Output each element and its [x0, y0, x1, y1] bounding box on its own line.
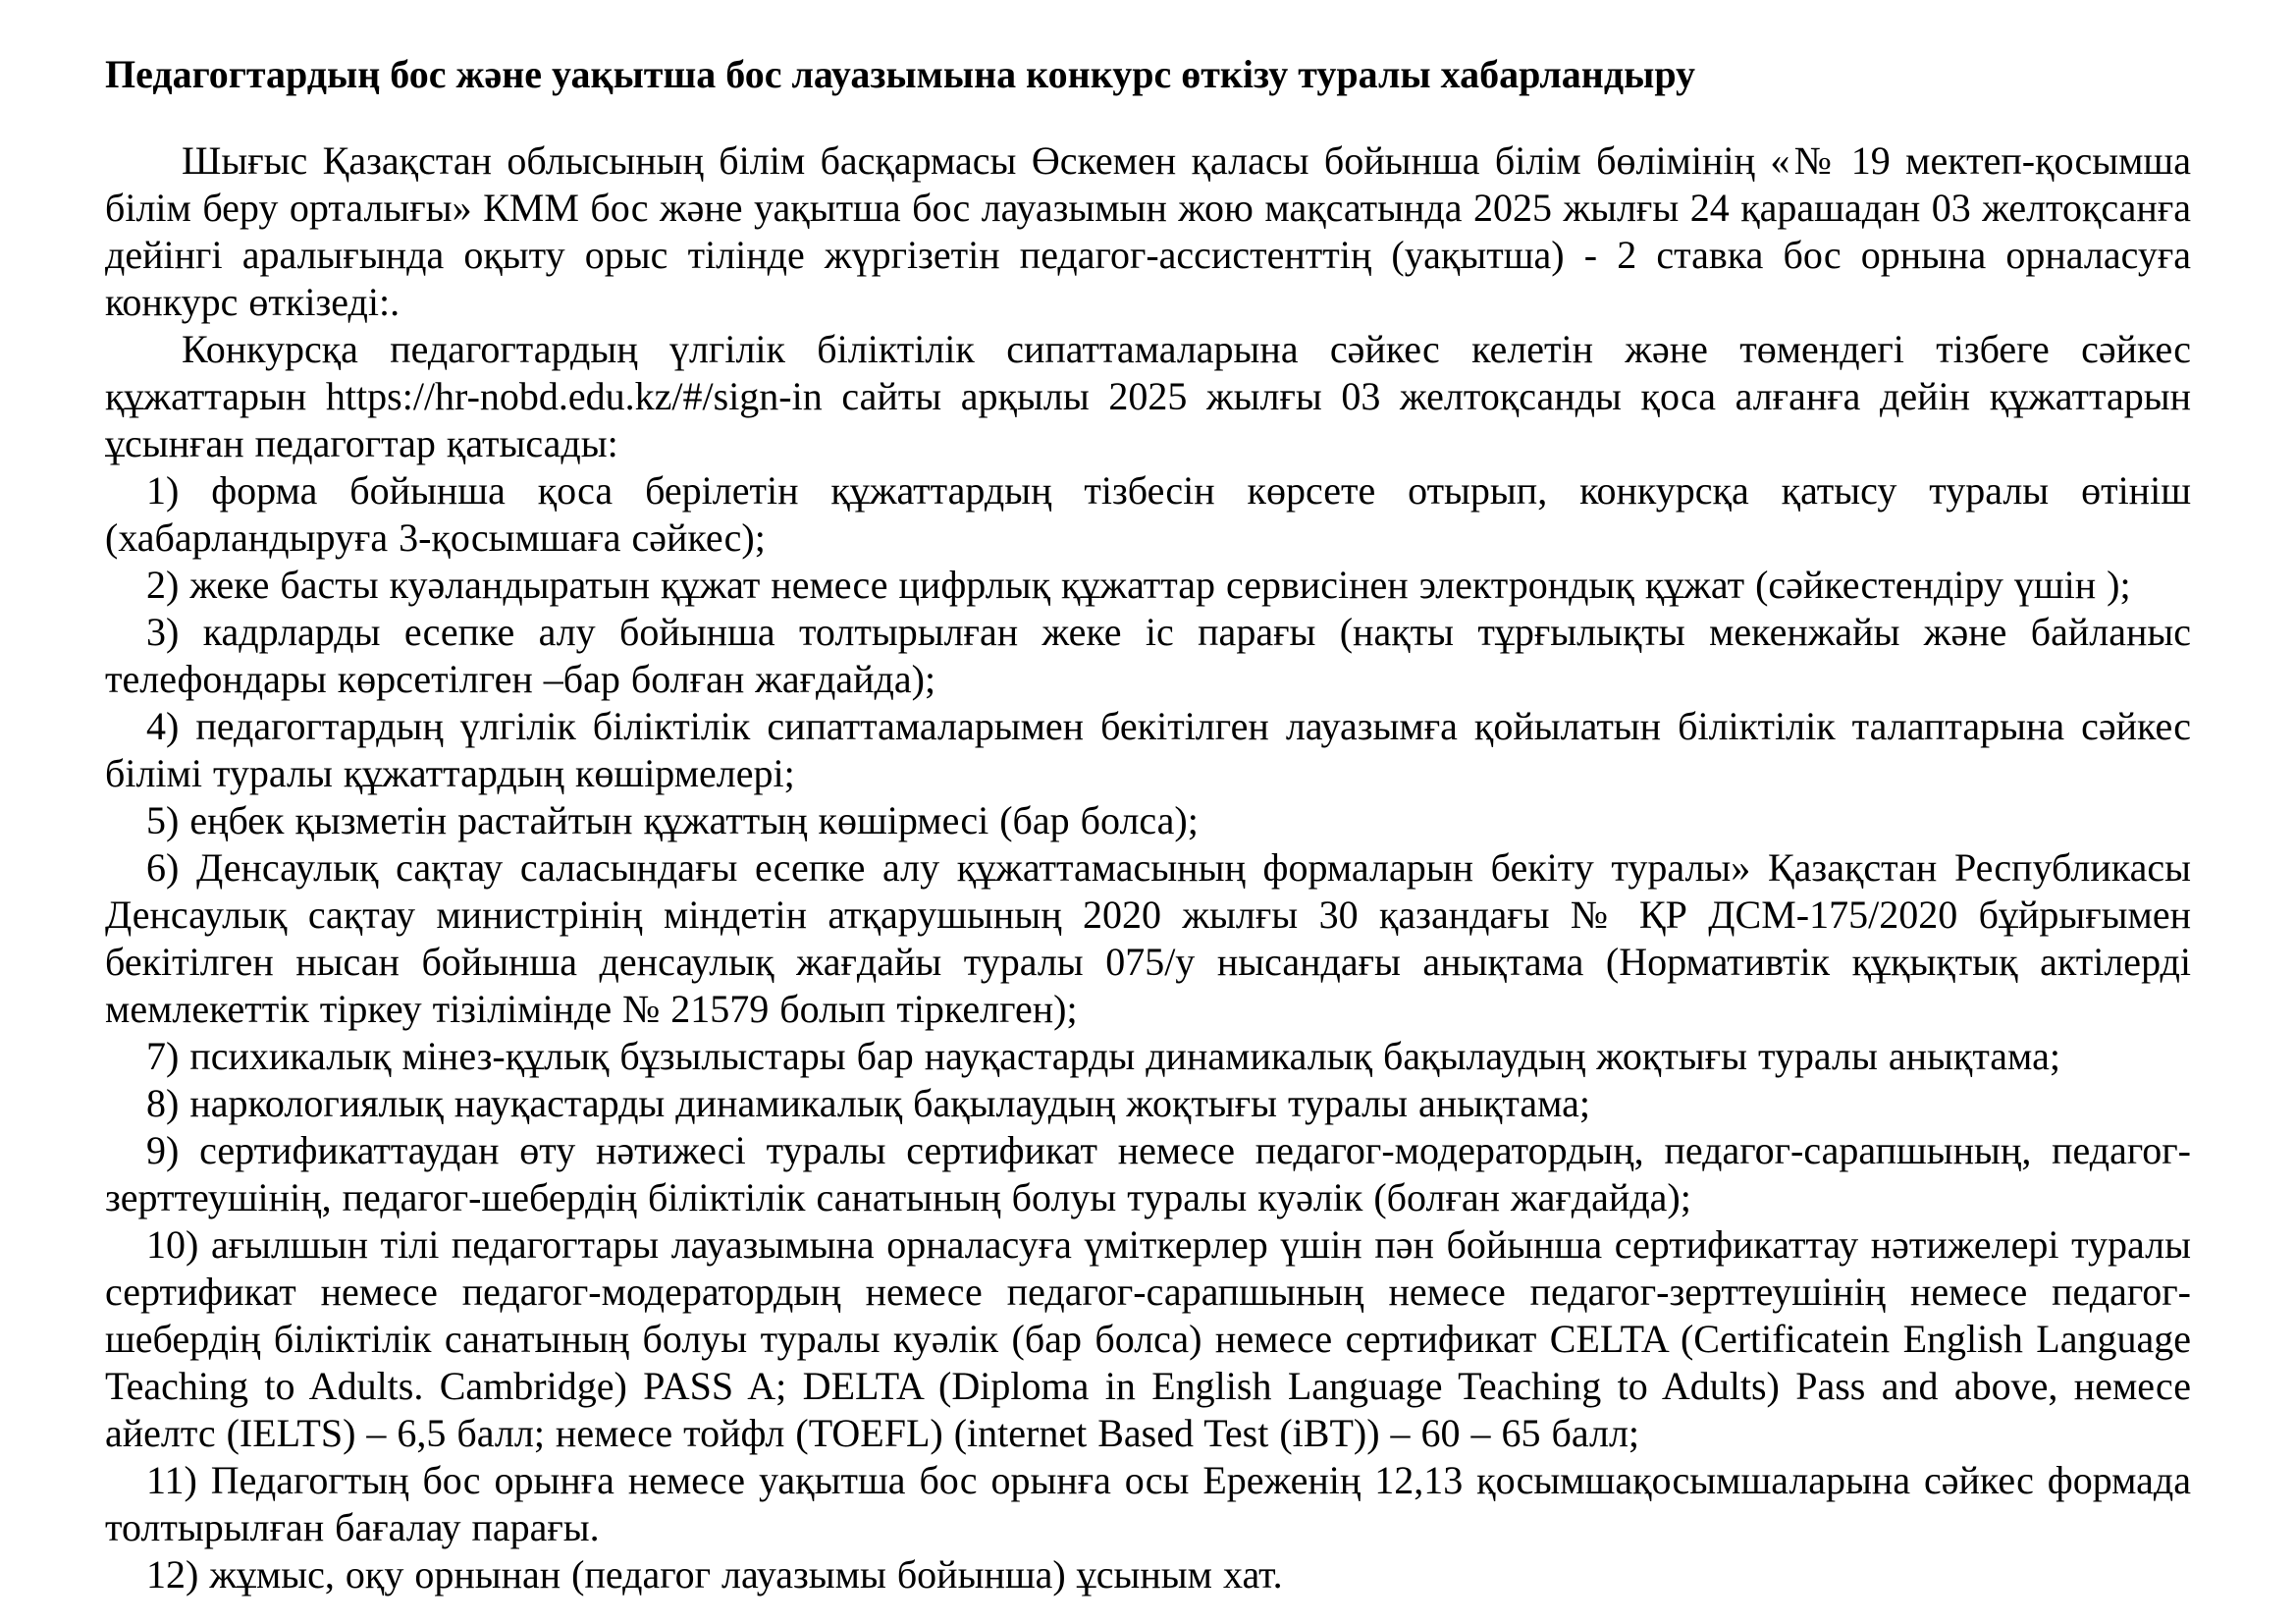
list-item-9: 9) сертификаттаудан өту нәтижесі туралы сертификат немесе педагог-модератордың, педагог-сарапшының, педагог-зерттеушінің, педагог-шебердің біліктілік санатының болуы туралы куәлік (болған жағдайда); — [105, 1128, 2191, 1219]
list-item-4: 4) педагогтардың үлгілік біліктілік сипаттамаларымен бекітілген лауазымға қойылатын біліктілік талаптарына сәйкес білімі туралы құжаттардың көшірмелері; — [105, 704, 2191, 795]
list-item-7: 7) психикалық мінез-құлық бұзылыстары бар науқастарды динамикалық бақылаудың жоқтығы туралы анықтама; — [146, 1034, 2060, 1078]
paragraph-intro-1: Шығыс Қазақстан облысының білім басқармасы Өскемен қаласы бойынша білім бөлімінің «№ 19 мектеп-қосымша білім беру орталығы» КММ бос және уақытша бос лауазымын жою мақсатында 2025 жылғы 24 қарашадан 03 желтоқсанға дейінгі аралығында оқыту орыс тілінде жүргізетін педагог-ассистенттің (уақытша) - 2 ставка бос орнына орналасуға конкурс өткізеді:. — [105, 138, 2191, 324]
list-item-8: 8) наркологиялық науқастарды динамикалық бақылаудың жоқтығы туралы анықтама; — [146, 1081, 1591, 1125]
list-item-6: 6) Денсаулық сақтау саласындағы есепке алу құжаттамасының формаларын бекіту туралы» Қазақстан Республикасы Денсаулық сақтау министрінің міндетін атқарушының 2020 жылғы 30 қазандағы № ҚР ДСМ-175/2020 бұйрығымен бекітілген нысан бойынша денсаулық жағдайы туралы 075/у нысандағы анықтама (Нормативтік құқықтық актілерді мемлекеттік тіркеу тізілімінде № 21579 болып тіркелген); — [105, 845, 2191, 1031]
document-title: Педагогтардың бос және уақытша бос лауазымына конкурс өткізу туралы хабарландыру — [105, 52, 1696, 96]
list-item-10: 10) ағылшын тілі педагогтары лауазымына орналасуға үміткерлер үшін пән бойынша сертификаттау нәтижелері туралы сертификат немесе педагог-модератордың немесе педагог-сарапшының немесе педагог-зерттеушінің немесе педагог-шебердің біліктілік санатының болуы туралы куәлік (бар болса) немесе сертификат CELTA (Certificatein English Language Teaching to Adults. Cambridge) PASS A; DELTA (Diploma in English Language Teaching to Adults) Pass and above, немесе айелтс (IELTS) – 6,5 балл; немесе тойфл (TOEFL) (internet Based Test (iBT)) – 60 – 65 балл; — [105, 1222, 2191, 1455]
list-item-3: 3) кадрларды есепке алу бойынша толтырылған жеке іс парағы (нақты тұрғылықты мекенжайы және байланыс телефондары көрсетілген –бар болған жағдайда); — [105, 610, 2191, 701]
list-item-1: 1) форма бойынша қоса берілетін құжаттардың тізбесін көрсете отырып, конкурсқа қатысу туралы өтініш (хабарландыруға 3-қосымшаға сәйкес); — [105, 468, 2191, 560]
list-item-2: 2) жеке басты куәландыратын құжат немесе цифрлық құжаттар сервисінен электрондық құжат (сәйкестендіру үшін ); — [146, 563, 2131, 607]
list-item-12: 12) жұмыс, оқу орнынан (педагог лауазымы бойынша) ұсыным хат. — [146, 1552, 1283, 1597]
paragraph-intro-2: Конкурсқа педагогтардың үлгілік біліктілік сипаттамаларына сәйкес келетін және төмендегі тізбеге сәйкес құжаттарын https://hr-nobd.edu.kz/#/sign-in сайты арқылы 2025 жылғы 03 желтоқсанды қоса алғанға дейін құжаттарын ұсынған педагогтар қатысады: — [105, 327, 2191, 465]
list-item-11: 11) Педагогтың бос орынға немесе уақытша бос орынға осы Ереженің 12,13 қосымшақосымшаларына сәйкес формада толтырылған бағалау парағы. — [105, 1458, 2191, 1549]
list-item-5: 5) еңбек қызметін растайтын құжаттың көшірмесі (бар болса); — [146, 798, 1199, 842]
